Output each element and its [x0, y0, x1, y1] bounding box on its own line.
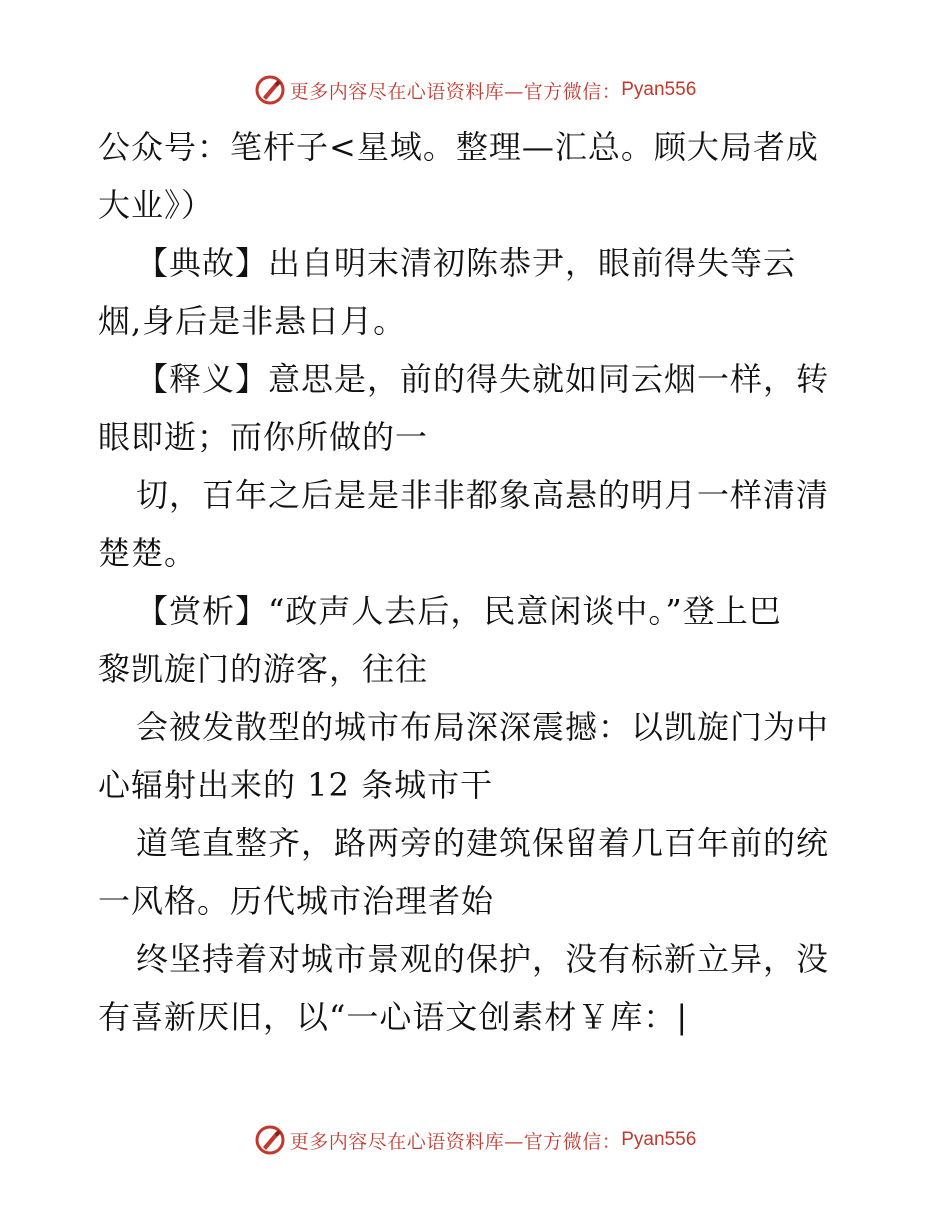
- body-line: 烟,身后是非悬日月。: [98, 302, 407, 340]
- body-line: 心辐射出来的 12 条城市干: [98, 766, 494, 804]
- footer-watermark: [0, 1120, 950, 1160]
- pen-logo-icon: [254, 1124, 286, 1156]
- body-line: 楚楚。: [98, 534, 198, 572]
- body-line: 【典故】出自明末清初陈恭尹，眼前得失等云: [136, 244, 797, 282]
- body-line: 眼即逝；而你所做的一: [98, 418, 429, 456]
- body-line: 公众号：笔杆子<星域。整理—汇总。顾大局者成: [98, 128, 819, 166]
- pen-logo-icon: [254, 74, 286, 106]
- body-line: 会被发散型的城市布局深深震撼：以凯旋门为中: [136, 708, 830, 746]
- body-line: 道笔直整齐，路两旁的建筑保留着几百年前的统: [136, 824, 830, 862]
- header-watermark-text: 更多内容尽在心语资料库—官方微信：: [289, 80, 622, 103]
- body-line: 黎凯旋门的游客，往往: [98, 650, 429, 688]
- header-watermark: [0, 70, 950, 110]
- body-line: 【赏析】“政声人去后，民意闲谈中。”登上巴: [136, 592, 782, 630]
- body-line: 一风格。历代城市治理者始: [98, 882, 495, 920]
- document-body: [98, 118, 858, 1046]
- body-line: 有喜新厌旧，以“一心语文创素材￥库：|: [98, 998, 689, 1036]
- body-line: 大业》）: [98, 186, 215, 224]
- footer-watermark-text: 更多内容尽在心语资料库—官方微信：: [289, 1130, 622, 1153]
- body-line: 切，百年之后是是非非都象高悬的明月一样清清: [136, 476, 830, 514]
- body-line: 【释义】意思是，前的得失就如同云烟一样，转: [136, 360, 830, 398]
- footer-watermark-id: Pyan556: [621, 1129, 697, 1150]
- body-line: 终坚持着对城市景观的保护，没有标新立异，没: [136, 940, 830, 978]
- header-watermark-id: Pyan556: [621, 79, 697, 100]
